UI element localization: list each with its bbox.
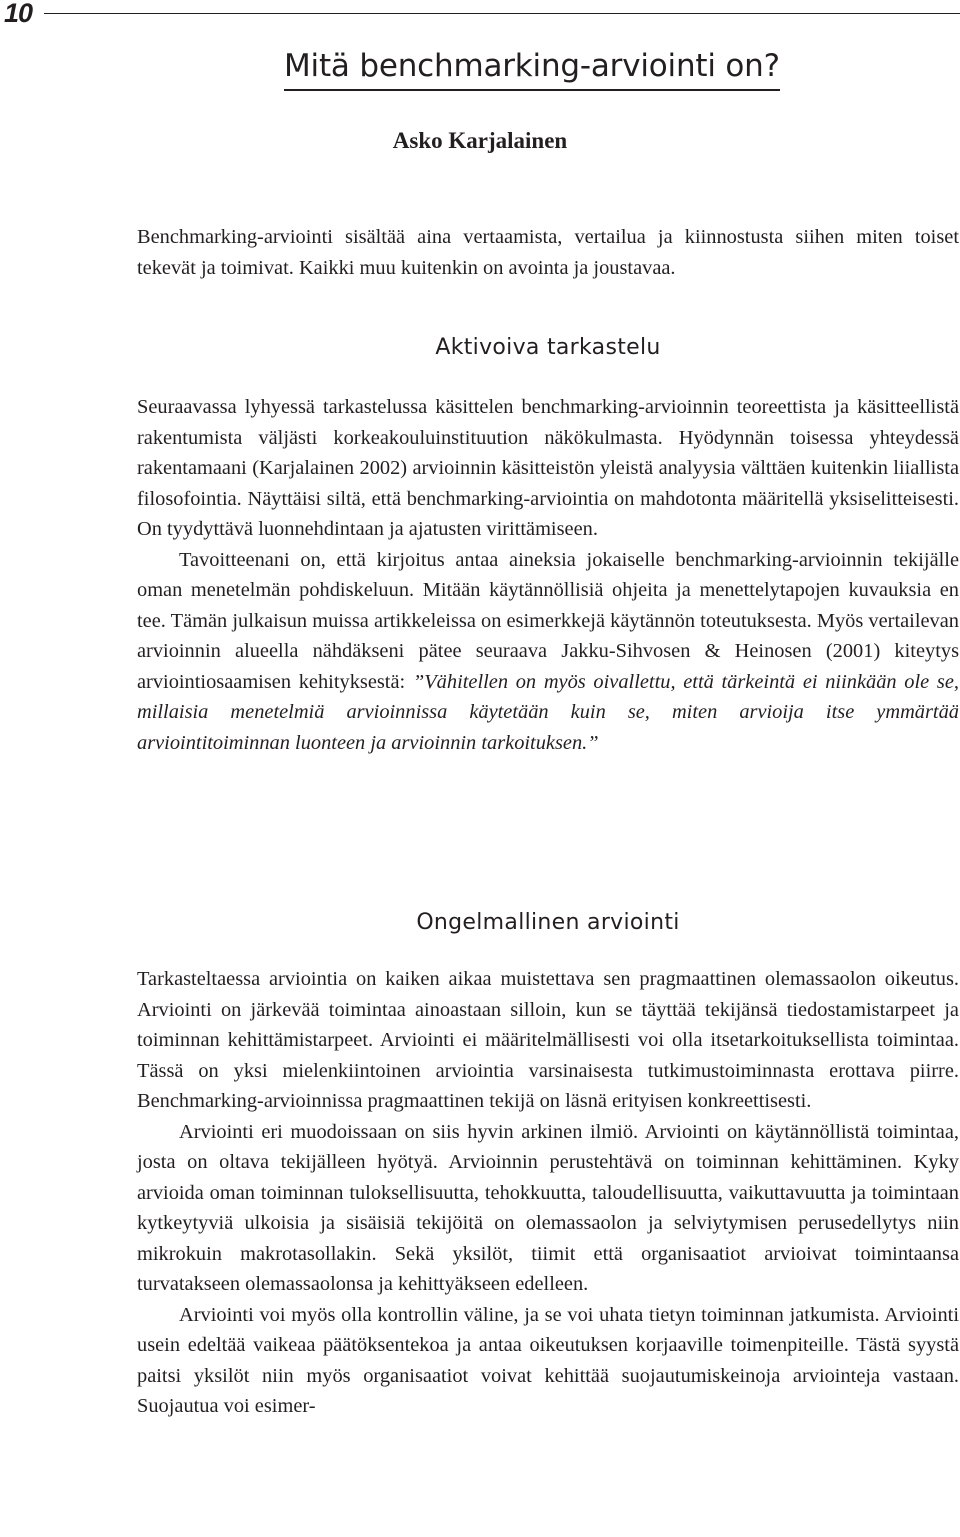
- section-body-aktivoiva-tarkastelu: [137, 392, 959, 758]
- section-heading-aktivoiva-tarkastelu: Aktivoiva tarkastelu: [435, 335, 661, 360]
- section-heading-ongelmallinen-arviointi: Ongelmallinen arviointi: [416, 910, 680, 935]
- body-paragraph: Arviointi voi myös olla kontrollin väline, ja se voi uhata tietyn toiminnan jatkumista. Arviointi usein edeltää vaikeaa päätöksentekoa ja antaa oikeutuksen korjaaville toimenpiteille. Tästä syystä paitsi yksilöt niin myös organisaatiot voivat kehittää suojautumiskeinoja arviointeja vastaan. Suojautua voi esimer-: [137, 1303, 959, 1417]
- block-quote-italic: ”Vähitellen on myös oivallettu, että tärkeintä ei niinkään ole se, millaisia menetelmiä arvioinnissa käytetään kuin se, miten arvioija itse ymmärtää arviointitoiminnan luonteen ja arvioinnin tarkoituksen.”: [137, 670, 959, 754]
- page-number: 10: [4, 0, 33, 28]
- body-paragraph: Seuraavassa lyhyessä tarkastelussa käsittelen benchmarking-arvioinnin teoreettista ja käsitteellistä rakentumista väljästi korkeakouluinstituution näkökulmasta. Hyödynnän toisessa yhteydessä rakentamaani (Karjalainen 2002) arvioinnin käsitteistön yleistä analyysia välttäen kuitenkin liiallista filosofointia. Näyttäisi siltä, että benchmarking-arviointia on mahdotonta määritellä yksiselitteisesti. On tyydyttävä luonnehdintaan ja ajatusten virittämiseen.: [137, 396, 959, 540]
- author-name: Asko Karjalainen: [392, 128, 568, 153]
- intro-text: Benchmarking-arviointi sisältää aina vertaamista, vertailua ja kiinnostusta siihen miten toiset tekevät ja toimivat. Kaikki muu kuitenkin on avointa ja joustavaa.: [137, 226, 959, 279]
- body-paragraph: [137, 545, 959, 759]
- section-body-ongelmallinen-arviointi: [137, 964, 959, 1422]
- body-paragraph-text: Tavoitteenani on, että kirjoitus antaa aineksia jokaiselle benchmarking-arvioinnin tekijälle oman menetelmän pohdiskeluun. Mitään käytännöllisiä ohjeita ja menettelytapojen kuvauksia en tee. Tämän julkaisun muissa artikkeleissa on esimerkkejä käytännön toteutuksesta. Myös vertailevan arvioinnin alueella nähdäkseni pätee seuraava Jakku-Sihvosen & Heinosen (2001) kiteytys arviointiosaamisen kehityksestä:: [137, 548, 959, 693]
- article-title: Mitä benchmarking-arviointi on?: [284, 46, 780, 91]
- intro-paragraph: [137, 222, 959, 283]
- body-paragraph: Tarkasteltaessa arviointia on kaiken aikaa muistettava sen pragmaattinen olemassaolon oikeutus. Arviointi on järkevää toimintaa ainoastaan silloin, kun se täyttää tekijänsä tiedostamistarpeet ja toiminnan kehittämistarpeet. Arviointi ei määritelmällisesti voi olla itsetarkoituksellista toimintaa. Tässä on yksi mielenkiintoinen arviointia varsinaisesta tutkimustoiminnasta erottava piirre. Benchmarking-arvioinnissa pragmaattinen tekijä on läsnä erityisen konkreettisesti.: [137, 968, 959, 1112]
- header-rule: [44, 13, 960, 14]
- body-paragraph: Arviointi eri muodoissaan on siis hyvin arkinen ilmiö. Arviointi on käytännöllistä toimintaa, josta on oltava tekijälleen hyötyä. Arvioinnin perustehtävä on toiminnan kehittäminen. Kyky arvioida oman toiminnan tuloksellisuutta, tehokkuutta, taloudellisuutta, vaikuttavuutta ja toimintaan kytkeytyviä ulkoisia ja sisäisiä tekijöitä on olemassaolon ja selviytymisen perusedellytys niin mikrokuin makrotasollakin. Sekä yksilöt, tiimit että organisaatiot arvioivat toimintaansa turvatakseen olemassaolonsa ja kehittyäkseen edelleen.: [137, 1120, 959, 1295]
